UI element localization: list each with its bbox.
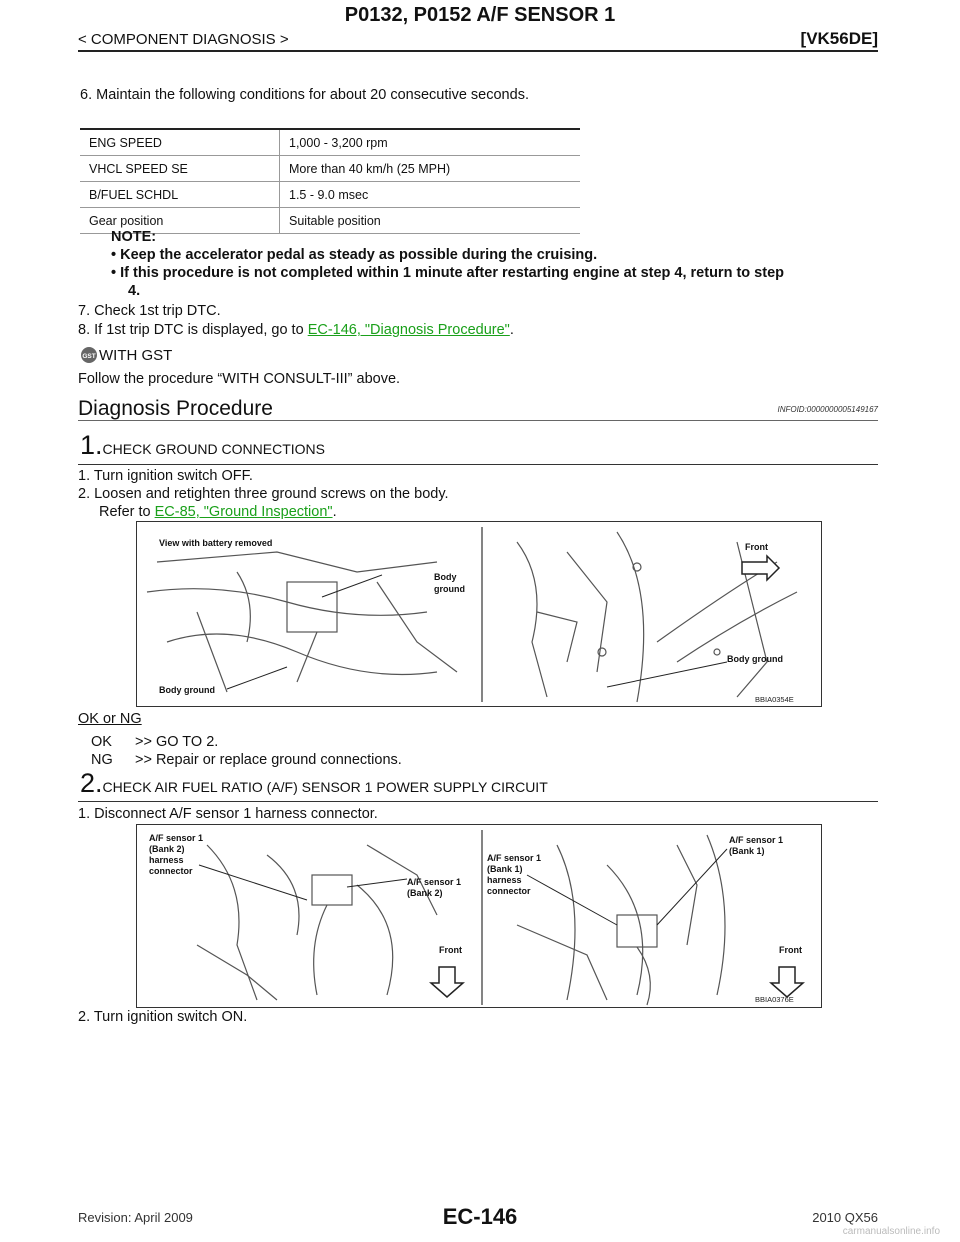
figure-label: A/F sensor 1 (Bank 1)	[729, 835, 784, 856]
figure-label: ground	[434, 584, 465, 594]
sensor-figure-drawing	[137, 825, 821, 1007]
step-2-line: 2. Turn ignition switch ON.	[78, 1009, 248, 1025]
step-2-header: 2.CHECK AIR FUEL RATIO (A/F) SENSOR 1 POWER SUPPLY CIRCUIT	[80, 768, 548, 798]
figure-label: Body ground	[159, 685, 215, 695]
note-label: NOTE:	[111, 229, 157, 245]
note-item: • If this procedure is not completed within 1 minute after restarting engine at step 4, return to step	[111, 265, 784, 281]
page-title: P0132, P0152 A/F SENSOR 1	[344, 4, 616, 26]
note-item: • Keep the accelerator pedal as steady as possible during the cruising.	[111, 247, 598, 263]
figure-code: BBIA0376E	[755, 995, 794, 1004]
figure-label: Body ground	[727, 654, 783, 664]
ground-figure-drawing	[137, 522, 821, 706]
step-1-line: 2. Loosen and retighten three ground screws on the body.	[78, 486, 449, 502]
step-2-rule	[78, 801, 878, 802]
revision-text: Revision: April 2009	[78, 1210, 193, 1225]
header-rule	[78, 50, 878, 52]
ground-inspection-link[interactable]: EC-85, "Ground Inspection"	[154, 504, 333, 520]
ok-ng-label: OK or NG	[78, 711, 142, 727]
figure-label: Body	[434, 572, 457, 582]
step-2-line: 1. Disconnect A/F sensor 1 harness connector.	[78, 806, 378, 822]
figure-label: Front	[745, 542, 768, 552]
table-row: B/FUEL SCHDL 1.5 - 9.0 msec	[80, 182, 580, 208]
watermark: carmanualsonline.info	[842, 1226, 940, 1237]
figure-label: A/F sensor 1 (Bank 1) harness connector	[487, 853, 542, 896]
figure-label: View with battery removed	[159, 538, 273, 548]
figure-code: BBIA0354E	[755, 695, 794, 704]
figure-label: Front	[439, 945, 462, 955]
gst-label: WITH GST	[99, 347, 173, 364]
result-ng: NG >> Repair or replace ground connections.	[91, 752, 402, 768]
figure-label: A/F sensor 1 (Bank 2) harness connector	[149, 833, 204, 876]
conditions-table	[80, 128, 580, 234]
result-ok: OK >> GO TO 2.	[91, 734, 219, 750]
step-8-text: 8. If 1st trip DTC is displayed, go to EC-146, "Diagnosis Procedure".	[78, 322, 514, 338]
table-row: VHCL SPEED SE More than 40 km/h (25 MPH)	[80, 156, 580, 182]
table-row: Gear position Suitable position	[80, 208, 580, 234]
info-id: INFOID:0000000005149167	[777, 405, 878, 414]
section-label: < COMPONENT DIAGNOSIS >	[78, 31, 289, 48]
sensor-figure	[136, 824, 822, 1008]
diagnosis-procedure-link[interactable]: EC-146, "Diagnosis Procedure"	[307, 322, 510, 338]
gst-text: Follow the procedure “WITH CONSULT-III” above.	[78, 371, 401, 387]
page-number: EC-146	[442, 1204, 518, 1229]
figure-label: A/F sensor 1 (Bank 2)	[407, 877, 462, 898]
step-7-text: 7. Check 1st trip DTC.	[78, 303, 221, 319]
step-1-rule	[78, 464, 878, 465]
step-1-line: 1. Turn ignition switch OFF.	[78, 468, 253, 484]
refer-text: Refer to EC-85, "Ground Inspection".	[99, 504, 337, 520]
model-text: 2010 QX56	[812, 1210, 878, 1225]
figure-label: Front	[779, 945, 802, 955]
step-1-header: 1.CHECK GROUND CONNECTIONS	[80, 430, 325, 460]
note-item-cont: 4.	[128, 283, 141, 299]
svg-text:GST: GST	[82, 353, 96, 360]
heading-rule	[78, 420, 878, 421]
table-row: ENG SPEED 1,000 - 3,200 rpm	[80, 129, 580, 156]
diagnosis-heading: Diagnosis Procedure	[78, 397, 273, 420]
engine-label: [VK56DE]	[800, 29, 878, 48]
gst-icon	[80, 346, 98, 364]
step-6-text: 6. Maintain the following conditions for about 20 consecutive seconds.	[80, 87, 529, 103]
ground-figure	[136, 521, 822, 707]
